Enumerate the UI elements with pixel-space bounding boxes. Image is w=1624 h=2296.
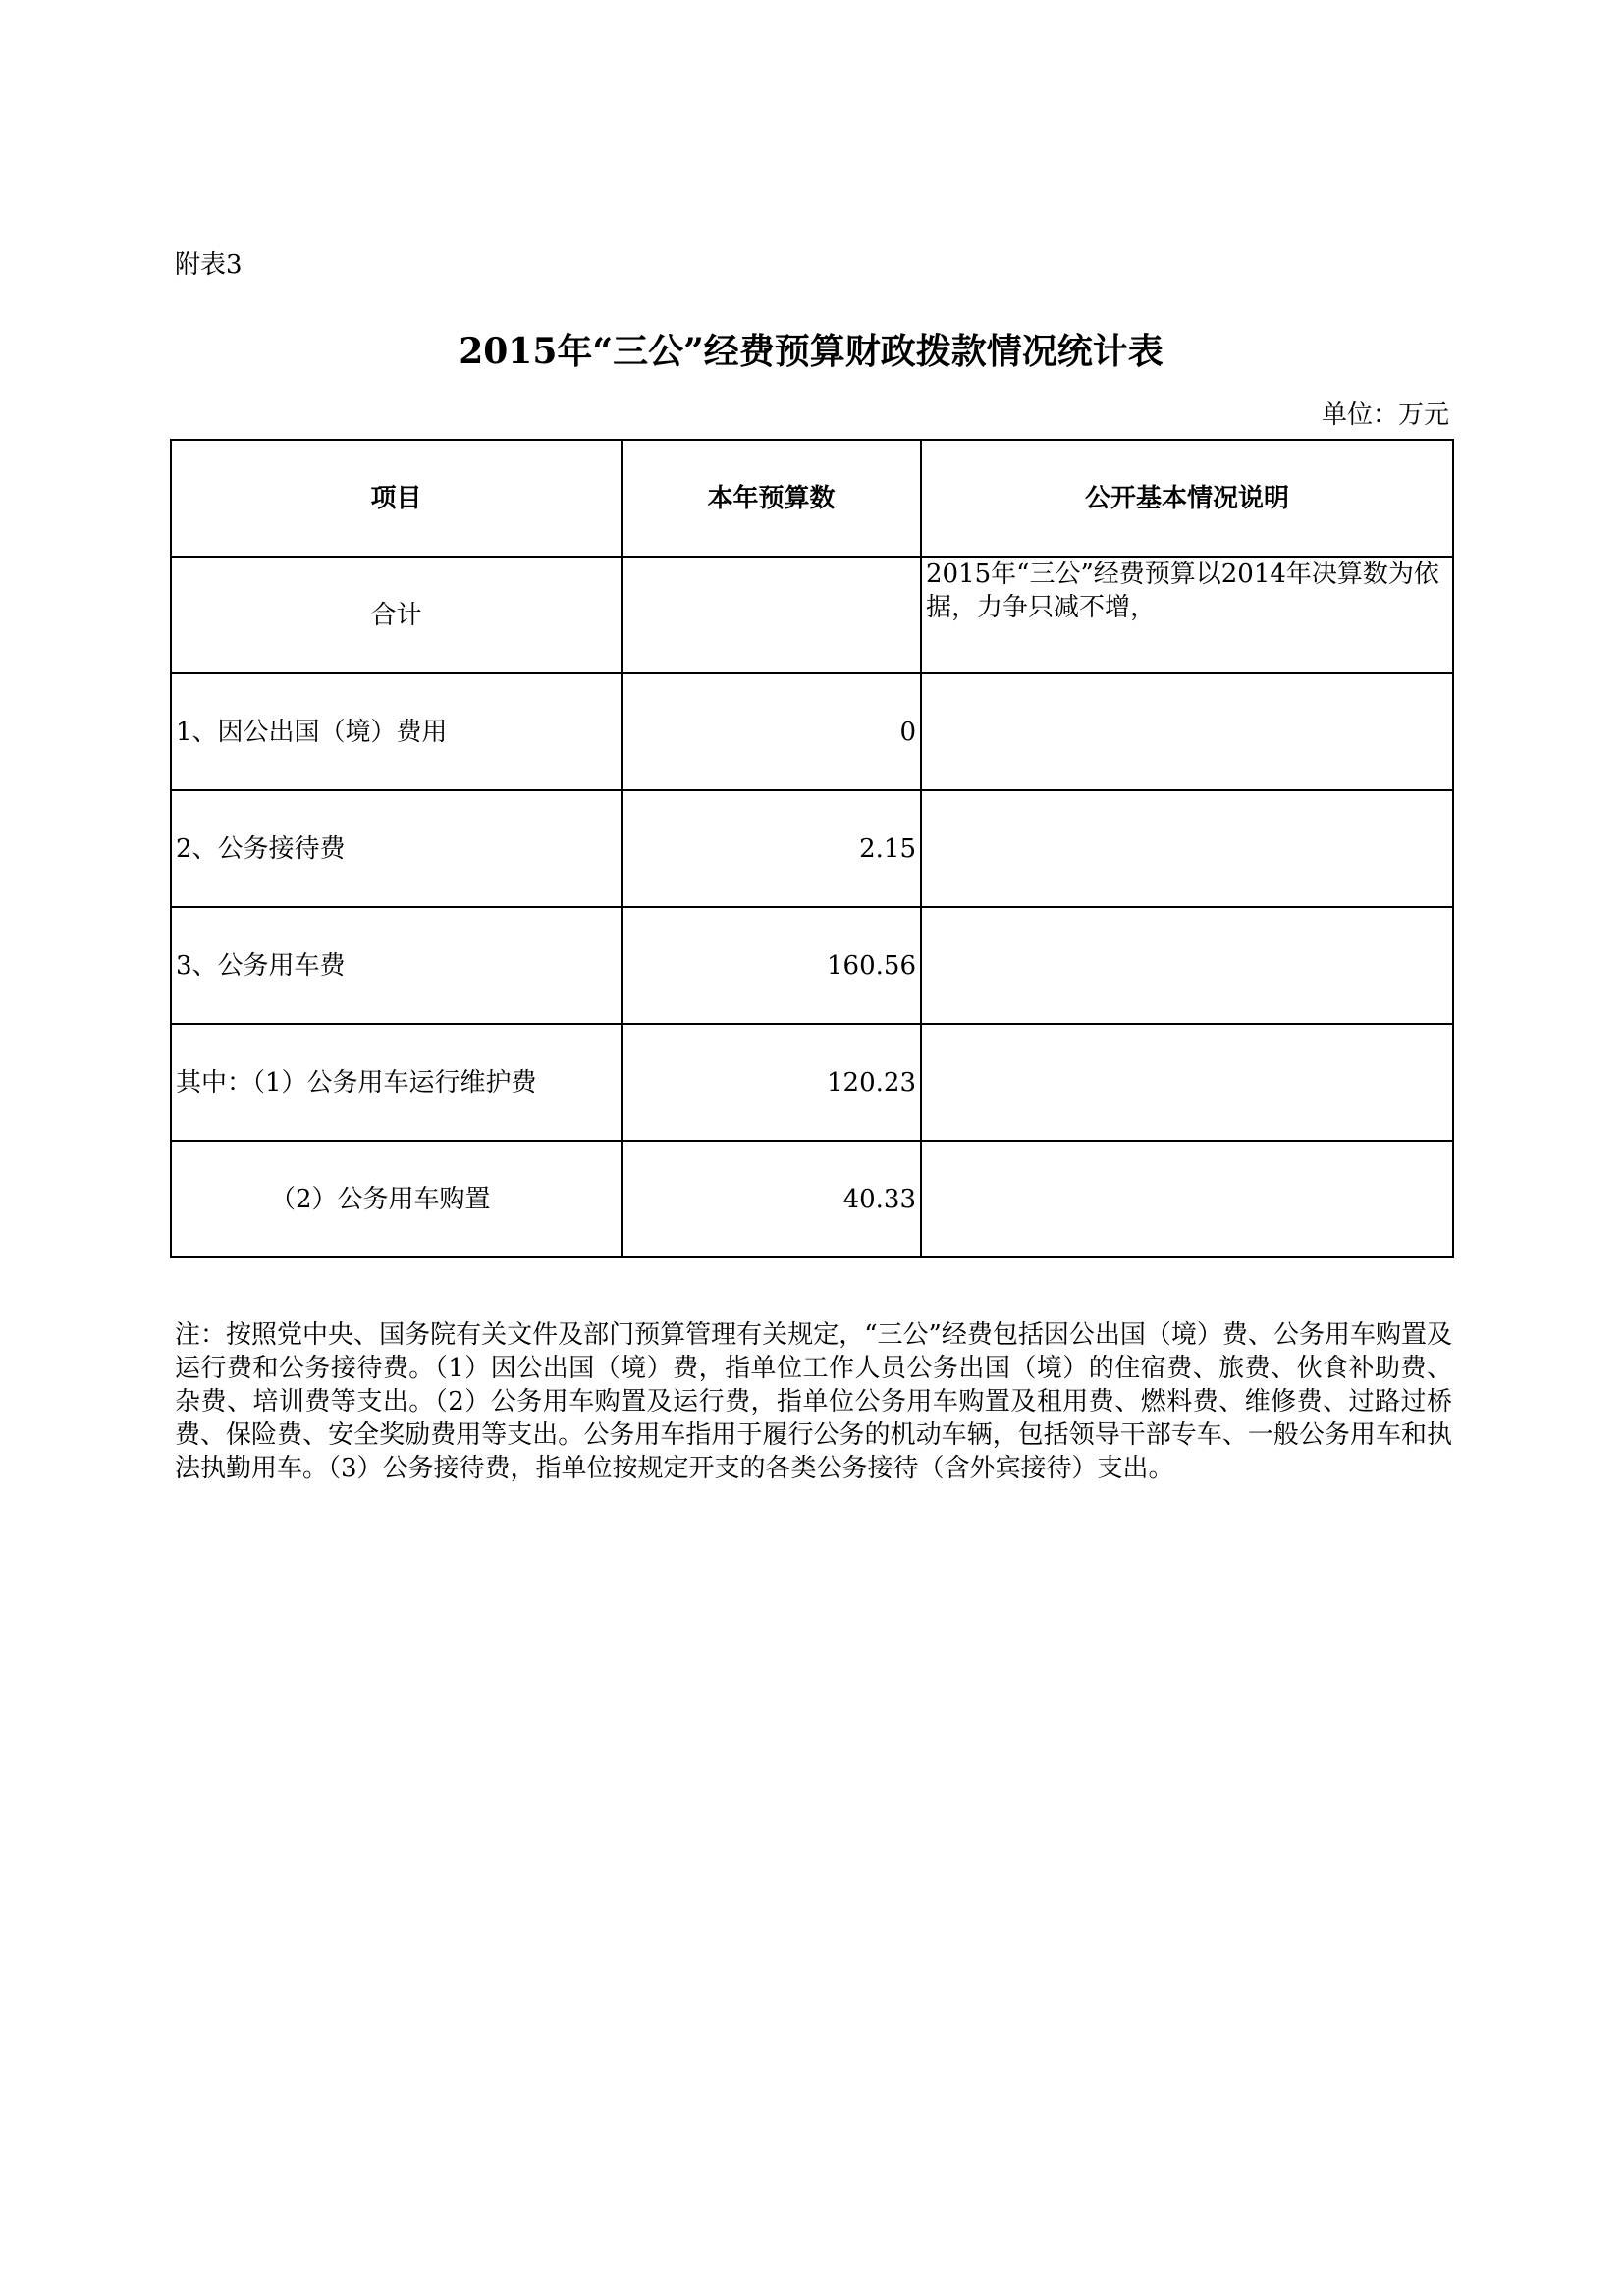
row-amount: 2.15 <box>622 790 921 907</box>
table-row <box>171 790 1453 907</box>
table-header-row <box>171 440 1453 557</box>
unit-label: 单位：万元 <box>1321 400 1449 430</box>
header-description: 公开基本情况说明 <box>921 440 1453 557</box>
table-row <box>171 673 1453 790</box>
row-note <box>921 1024 1453 1141</box>
row-item: 1、因公出国（境）费用 <box>171 673 622 790</box>
budget-table <box>170 439 1454 1258</box>
row-amount: 0 <box>622 673 921 790</box>
row-note: 2015年“三公”经费预算以2014年决算数为依据，力争只减不增， <box>921 557 1453 673</box>
header-item: 项目 <box>171 440 622 557</box>
row-note <box>921 790 1453 907</box>
row-amount <box>622 557 921 673</box>
table-row <box>171 1141 1453 1257</box>
row-note <box>921 907 1453 1024</box>
row-item: 其中：（1）公务用车运行维护费 <box>171 1024 622 1141</box>
row-item: 合计 <box>171 557 622 673</box>
row-item: 3、公务用车费 <box>171 907 622 1024</box>
row-item: 2、公务接待费 <box>171 790 622 907</box>
row-amount: 40.33 <box>622 1141 921 1257</box>
row-amount: 160.56 <box>622 907 921 1024</box>
row-amount: 120.23 <box>622 1024 921 1141</box>
table-row <box>171 557 1453 673</box>
header-budget-amount: 本年预算数 <box>622 440 921 557</box>
table-row <box>171 907 1453 1024</box>
attachment-label: 附表3 <box>175 250 243 280</box>
table-row <box>171 1024 1453 1141</box>
footnote: 注：按照党中央、国务院有关文件及部门预算管理有关规定，“三公”经费包括因公出国（境）费、公务用车购置及运行费和公务接待费。（1）因公出国（境）费，指单位工作人员公务出国（境）的住宿费、旅费、伙食补助费、杂费、培训费等支出。（2）公务用车购置及运行费，指单位公务用车购置及租用费、燃料费、维修费、过路过桥费、保险费、安全奖励费用等支出。公务用车指用于履行公务的机动车辆，包括领导干部专车、一般公务用车和执法执勤用车。（3）公务接待费，指单位按规定开支的各类公务接待（含外宾接待）支出。 <box>175 1320 1452 1483</box>
row-note <box>921 1141 1453 1257</box>
page-title: 2015年“三公”经费预算财政拨款情况统计表 <box>459 331 1164 372</box>
row-item: （2）公务用车购置 <box>171 1141 622 1257</box>
row-note <box>921 673 1453 790</box>
